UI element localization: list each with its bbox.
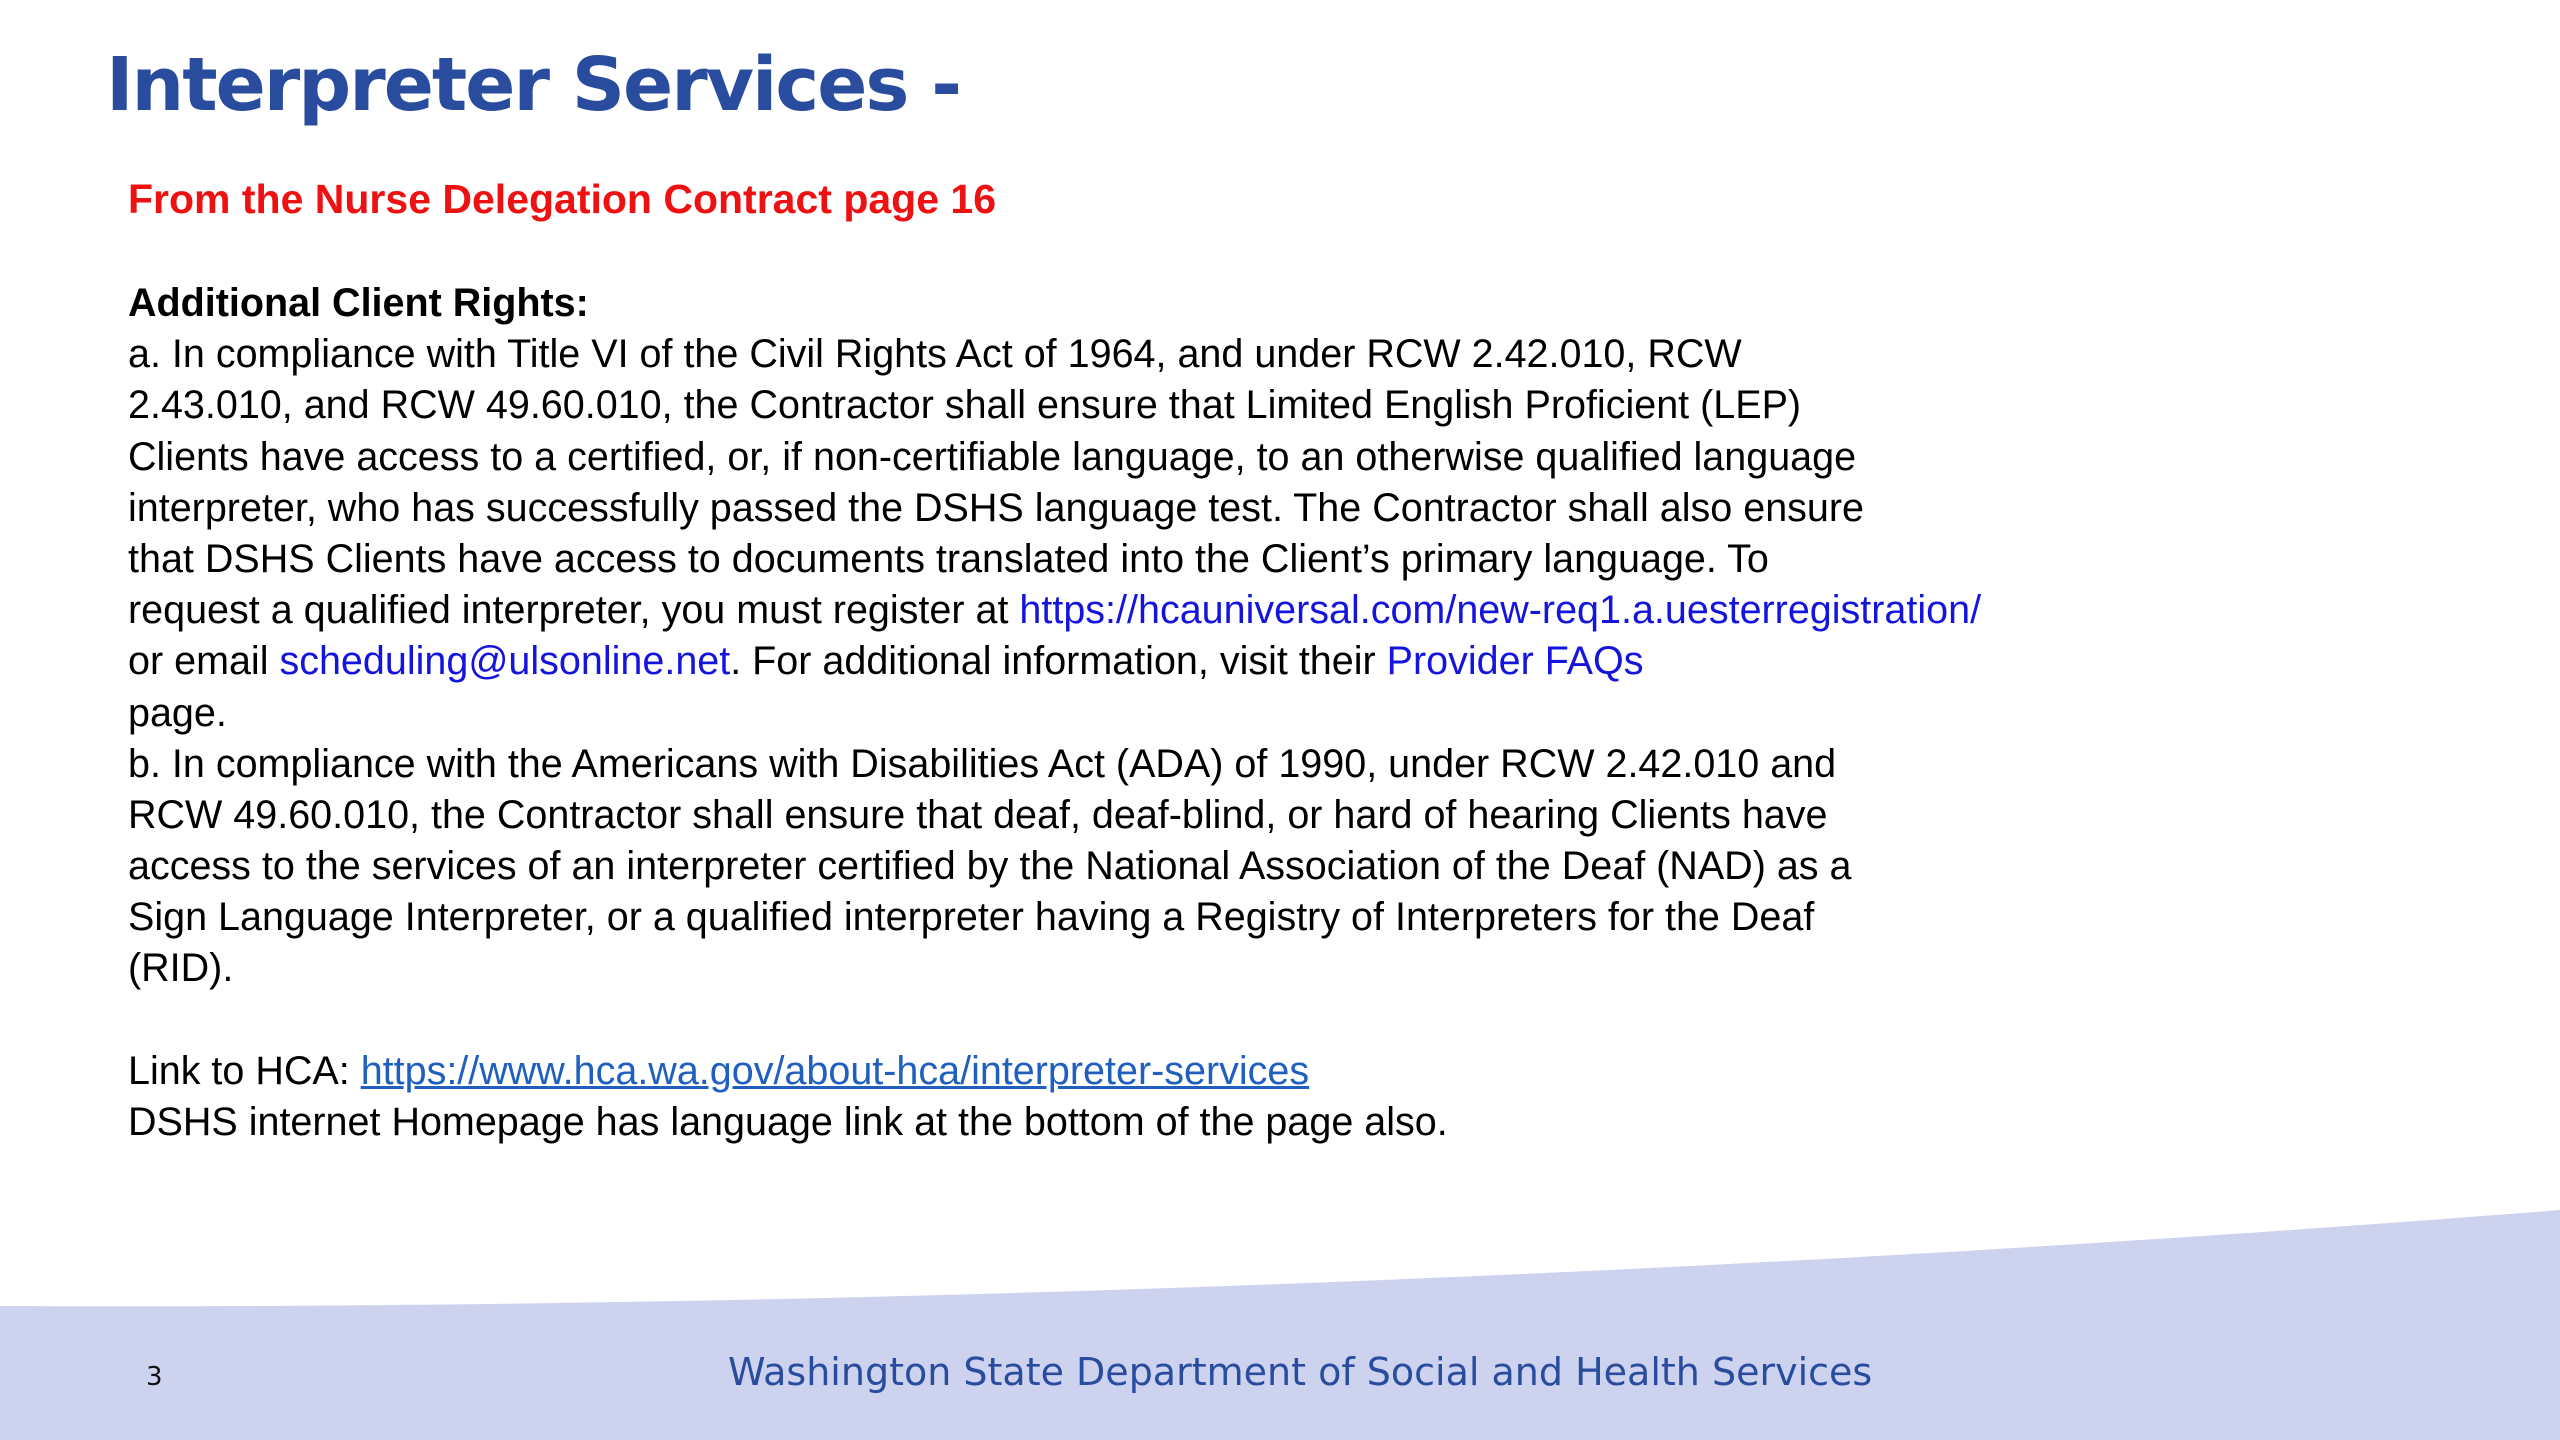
blank-spacer	[128, 995, 2428, 1046]
para-a-line-1: a. In compliance with Title VI of the Civil Rights Act of 1964, and under RCW 2.42.010, RCW	[128, 332, 1742, 377]
hca-label: Link to HCA:	[128, 1048, 361, 1093]
section-heading: Additional Client Rights:	[128, 281, 589, 325]
email-prefix: or email	[128, 639, 280, 684]
additional-info-text: . For additional information, visit their	[730, 639, 1387, 684]
footer-wave-shape	[0, 1210, 2560, 1440]
para-b-line-5: (RID).	[128, 946, 234, 991]
hca-interpreter-link[interactable]: https://www.hca.wa.gov/about-hca/interpreter-services	[360, 1048, 1310, 1093]
registration-link[interactable]: https://hcauniversal.com/new-req1.a.uesterregistration/	[1019, 588, 1982, 633]
source-reference: From the Nurse Delegation Contract page 16	[128, 176, 997, 222]
para-b-line-3: access to the services of an interpreter certified by the National Association of the Deaf (NAD) as a	[128, 844, 1852, 889]
slide-title: Interpreter Services -	[106, 42, 960, 128]
page-number: 3	[146, 1362, 163, 1392]
provider-faqs-link[interactable]: Provider FAQs	[1386, 639, 1644, 684]
dshs-note: DSHS internet Homepage has language link at the bottom of the page also.	[128, 1100, 1448, 1144]
footer-wave	[0, 1180, 2560, 1440]
organization-footer: Washington State Department of Social and Health Services	[728, 1350, 1873, 1394]
scheduling-email-link[interactable]: scheduling@ulsonline.net	[279, 639, 731, 684]
register-text: request a qualified interpreter, you must register at	[128, 588, 1020, 633]
para-a-line-3: Clients have access to a certified, or, if non-certifiable language, to an otherwise qualified language	[128, 434, 1857, 479]
para-a-line-7	[128, 636, 2428, 687]
para-a-line-5: that DSHS Clients have access to documents translated into the Client’s primary language. To	[128, 536, 1769, 581]
para-b-line-4: Sign Language Interpreter, or a qualified interpreter having a Registry of Interpreters for the Deaf	[128, 895, 1815, 940]
slide-body	[128, 278, 2428, 1148]
para-b-line-2: RCW 49.60.010, the Contractor shall ensure that deaf, deaf-blind, or hard of hearing Clients have	[128, 792, 1828, 837]
para-a-line-2: 2.43.010, and RCW 49.60.010, the Contractor shall ensure that Limited English Proficient (LEP)	[128, 383, 1802, 428]
hca-link-line	[128, 1046, 2428, 1097]
para-a-line-8: page.	[128, 690, 227, 735]
para-a-line-6	[128, 585, 2428, 636]
para-a-line-4: interpreter, who has successfully passed the DSHS language test. The Contractor shall also ensure	[128, 485, 1865, 530]
para-b-line-1: b. In compliance with the Americans with Disabilities Act (ADA) of 1990, under RCW 2.42.010 and	[128, 741, 1837, 786]
